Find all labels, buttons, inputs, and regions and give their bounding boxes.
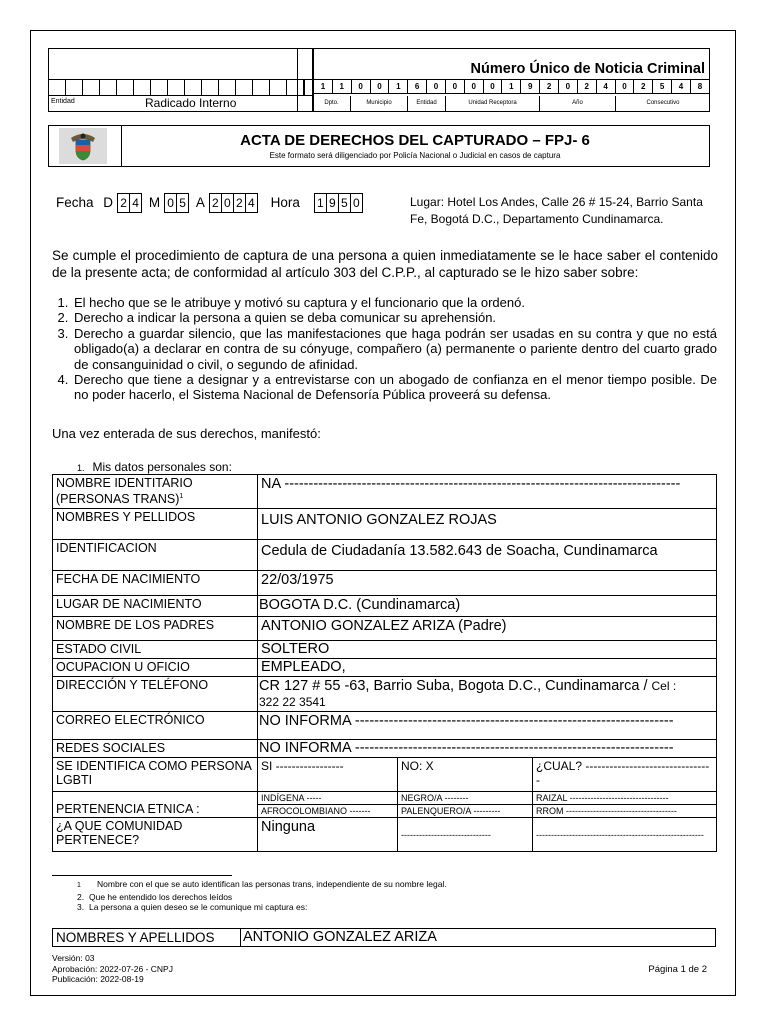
personal-data-table bbox=[52, 474, 717, 852]
right-item: 3. Derecho a guardar silencio, que las manifestaciones que haga podrán ser usadas en su contra y que no está obligado(a) a declarar en contra de su cónyuge, compañero (a) permanente o pariente dentro del cuarto grado de consanguinidad o civil, o segundo de afinidad. bbox=[72, 326, 717, 372]
cell bbox=[167, 79, 185, 96]
lugar-label: Lugar: bbox=[410, 195, 445, 209]
intro-paragraph: Se cumple el procedimiento de captura de una persona a quien inmediatamente se le hace saber el contenido de la presente acta; de conformidad al artículo 303 del C.P.P., al capturado se le hizo saber sobre: bbox=[52, 248, 718, 280]
footer-meta bbox=[52, 953, 173, 985]
table-row bbox=[53, 617, 717, 641]
etnica-palenquero: PALENQUERO/A --------- bbox=[398, 805, 533, 818]
table-row bbox=[53, 641, 717, 659]
cell bbox=[48, 79, 66, 96]
etnica-raizal: RAIZAL --------------------------------- bbox=[533, 792, 717, 805]
year-digit-3: 2 bbox=[233, 193, 246, 213]
footnote-ref: 1 bbox=[179, 493, 184, 500]
cell bbox=[269, 79, 287, 96]
noticia-digit: 0 bbox=[558, 80, 577, 94]
value-nombre-identitario: NA ---------------------------------------------------------------------------------- bbox=[258, 475, 717, 509]
table-row bbox=[53, 659, 717, 677]
cell bbox=[150, 79, 168, 96]
consecutivo-label: Consecutivo bbox=[646, 100, 680, 106]
noticia-digit: 0 bbox=[483, 80, 502, 94]
noticia-digit: 0 bbox=[427, 80, 446, 94]
month-digit-1: 0 bbox=[164, 193, 177, 213]
form-page bbox=[30, 30, 736, 996]
header-separator-cells bbox=[298, 48, 313, 112]
noticia-digit: 8 bbox=[690, 80, 709, 94]
lugar-line2: Fe, Bogotá D.C., Departamento Cundinamarca. bbox=[410, 212, 664, 226]
cell bbox=[218, 79, 236, 96]
label-comunidad: ¿A QUE COMUNIDAD PERTENECE? bbox=[53, 818, 258, 852]
noticia-digit: 1 bbox=[314, 80, 333, 94]
lgbti-cual: ¿CUAL? -------------------------------- bbox=[533, 758, 717, 792]
label-ocupacion: OCUPACION U OFICIO bbox=[53, 659, 258, 677]
comunidad-dash-3: -------------------------------------------------------- bbox=[533, 818, 717, 852]
footnote-3: 3. La persona a quien deseo se le comunique mi captura es: bbox=[77, 902, 308, 912]
radicado-block bbox=[48, 48, 298, 112]
noticia-digit: 9 bbox=[521, 80, 540, 94]
coat-of-arms-icon bbox=[67, 130, 99, 162]
noticia-digit: 2 bbox=[634, 80, 653, 94]
cell bbox=[235, 79, 253, 96]
rights-list bbox=[52, 295, 717, 403]
hour-digit-4: 0 bbox=[350, 193, 363, 213]
noticia-labels bbox=[313, 96, 710, 112]
table-row bbox=[53, 540, 717, 571]
label-direccion: DIRECCIÓN Y TELÉFONO bbox=[53, 677, 258, 712]
label-lugar-nacimiento: LUGAR DE NACIMIENTO bbox=[53, 596, 258, 617]
hour-digit-2: 9 bbox=[326, 193, 339, 213]
noticia-title: Número Único de Noticia Criminal bbox=[470, 61, 705, 77]
table-row bbox=[53, 475, 717, 509]
etnica-afro: AFROCOLOMBIANO ------- bbox=[258, 805, 398, 818]
contact-table bbox=[52, 928, 716, 947]
footer-version: Versión: 03 bbox=[52, 953, 95, 963]
year-digit-2: 0 bbox=[221, 193, 234, 213]
cell bbox=[133, 79, 151, 96]
footer-publicacion: Publicación: 2022-08-19 bbox=[52, 974, 144, 984]
label-identificacion: IDENTIFICACION bbox=[53, 540, 258, 571]
radicado-cells bbox=[48, 79, 298, 96]
logo-cell bbox=[49, 126, 122, 166]
fecha-a-label: A bbox=[195, 195, 205, 210]
noticia-digit: 5 bbox=[653, 80, 672, 94]
cell bbox=[201, 79, 219, 96]
title-main: ACTA DE DERECHOS DEL CAPTURADO – FPJ- 6 bbox=[240, 132, 590, 149]
unidad-label: Unidad Receptora bbox=[446, 96, 540, 112]
datos-heading bbox=[77, 460, 232, 474]
title-subtitle: Este formato será diligenciado por Policía Nacional o Judicial en casos de captura bbox=[269, 151, 561, 160]
cell bbox=[184, 79, 202, 96]
dpto-label: Dpto. bbox=[313, 96, 351, 112]
lugar-line1: Hotel Los Andes, Calle 26 # 15-24, Barrio Santa bbox=[447, 195, 703, 209]
value-correo: NO INFORMA ------------------------------------------------------------------ bbox=[258, 712, 717, 740]
value-lugar-nacimiento: BOGOTA D.C. (Cundinamarca) bbox=[258, 596, 717, 617]
lgbti-no: NO: X bbox=[398, 758, 533, 792]
noticia-digit: 1 bbox=[502, 80, 521, 94]
label-estado-civil: ESTADO CIVIL bbox=[53, 641, 258, 659]
label-nombre-identitario: NOMBRE IDENTITARIO (PERSONAS TRANS)$^1$ bbox=[53, 475, 258, 509]
footer-aprobacion: Aprobación: 2022-07-26 - CNPJ bbox=[52, 963, 173, 974]
fecha-row bbox=[56, 193, 362, 213]
noticia-digit: 0 bbox=[615, 80, 634, 94]
table-row bbox=[53, 677, 717, 712]
fecha-d-label: D bbox=[103, 195, 114, 210]
contact-value: ANTONIO GONZALEZ ARIZA bbox=[241, 929, 716, 947]
fecha-m-label: M bbox=[148, 195, 161, 210]
month-digit-2: 5 bbox=[176, 193, 189, 213]
value-nombres: LUIS ANTONIO GONZALEZ ROJAS bbox=[258, 509, 717, 540]
right-item: 2. Derecho a indicar la persona a quien se deba comunicar su aprehensión. bbox=[72, 310, 717, 325]
etnica-negro: NEGRO/A -------- bbox=[398, 792, 533, 805]
day-digit-1: 2 bbox=[117, 193, 130, 213]
direccion-text: CR 127 # 55 -63, Barrio Suba, Bogota D.C., Cundinamarca / bbox=[259, 678, 652, 694]
footnote-2: 2. Que he entendido los derechos leídos bbox=[77, 891, 233, 902]
label-fecha-nacimiento: FECHA DE NACIMIENTO bbox=[53, 571, 258, 596]
entidad-label: Entidad bbox=[51, 98, 75, 105]
cell bbox=[99, 79, 117, 96]
value-padres: ANTONIO GONZALEZ ARIZA (Padre) bbox=[258, 617, 717, 641]
noticia-block bbox=[313, 48, 710, 112]
table-row bbox=[53, 596, 717, 617]
noticia-digit: 4 bbox=[596, 80, 615, 94]
year-digit-4: 4 bbox=[245, 193, 258, 213]
label-correo: CORREO ELECTRÓNICO bbox=[53, 712, 258, 740]
hour-digit-3: 5 bbox=[338, 193, 351, 213]
hora-label: Hora bbox=[270, 195, 300, 210]
label-lgbti: SE IDENTIFICA COMO PERSONA LGBTI bbox=[53, 758, 258, 792]
noticia-digit: 1 bbox=[332, 80, 351, 94]
day-digit-2: 4 bbox=[129, 193, 142, 213]
page-number: Página 1 de 2 bbox=[648, 964, 707, 975]
value-ocupacion: EMPLEADO, bbox=[258, 659, 717, 677]
year-digit-1: 2 bbox=[209, 193, 222, 213]
contact-label: NOMBRES Y APELLIDOS bbox=[53, 929, 241, 947]
label-redes: REDES SOCIALES bbox=[53, 740, 258, 758]
noticia-digit: 2 bbox=[577, 80, 596, 94]
table-row bbox=[53, 792, 717, 805]
noticia-digit: 4 bbox=[672, 80, 691, 94]
value-direccion bbox=[258, 677, 717, 712]
datos-heading-num: 1. bbox=[77, 463, 85, 473]
lugar bbox=[410, 194, 718, 228]
cell bbox=[116, 79, 134, 96]
value-comunidad: Ninguna bbox=[258, 818, 398, 852]
value-redes: NO INFORMA ------------------------------------------------------------------ bbox=[258, 740, 717, 758]
label-nombres: NOMBRES Y PELLIDOS bbox=[53, 509, 258, 540]
right-item: 1. El hecho que se le atribuye y motivó su captura y el funcionario que la ordenó. bbox=[72, 295, 717, 310]
comunidad-dash-2: ------------------------------ bbox=[398, 818, 533, 852]
value-estado-civil: SOLTERO bbox=[258, 641, 717, 659]
value-fecha-nacimiento: 22/03/1975 bbox=[258, 571, 717, 596]
noticia-digit: 0 bbox=[351, 80, 370, 94]
manifesto-text: Una vez enterada de sus derechos, manifestó: bbox=[52, 426, 321, 441]
title-block bbox=[48, 125, 710, 167]
anio-label: Año bbox=[540, 96, 616, 112]
noticia-digit: 0 bbox=[464, 80, 483, 94]
noticia-digit: 0 bbox=[370, 80, 389, 94]
etnica-indigena: INDÍGENA ----- bbox=[258, 792, 398, 805]
datos-heading-text: Mis datos personales son: bbox=[92, 460, 232, 474]
footnotes bbox=[77, 879, 447, 913]
label-etnica: PERTENENCIA ETNICA : bbox=[53, 792, 258, 818]
lgbti-si: SI ----------------- bbox=[258, 758, 398, 792]
cell bbox=[252, 79, 270, 96]
value-identificacion: Cedula de Ciudadanía 13.582.643 de Soacha, Cundinamarca bbox=[258, 540, 717, 571]
table-row bbox=[53, 740, 717, 758]
table-row bbox=[53, 712, 717, 740]
noticia-digit: 6 bbox=[408, 80, 427, 94]
radicado-label: Radicado Interno bbox=[145, 96, 237, 110]
table-row bbox=[53, 758, 717, 792]
cell bbox=[65, 79, 83, 96]
cell bbox=[82, 79, 100, 96]
label-padres: NOMBRE DE LOS PADRES bbox=[53, 617, 258, 641]
table-row bbox=[53, 509, 717, 540]
etnica-rrom: RROM ------------------------------------- bbox=[533, 805, 717, 818]
cel-label: Cel : bbox=[651, 679, 677, 693]
right-item: 4. Derecho que tiene a designar y a entrevistarse con un abogado de confianza en el menor tiempo posible. De no poder hacerlo, el Sistema Nacional de Defensoría Pública proveerá su defensa. bbox=[72, 372, 717, 403]
table-row bbox=[53, 818, 717, 852]
table-row bbox=[53, 929, 716, 947]
fecha-label: Fecha bbox=[56, 195, 94, 210]
noticia-digit: 2 bbox=[540, 80, 559, 94]
table-row bbox=[53, 571, 717, 596]
noticia-digit: 1 bbox=[389, 80, 408, 94]
footnote-rule bbox=[52, 875, 232, 876]
municipio-label: Municipio bbox=[351, 96, 408, 112]
footnote-1: 1 Nombre con el que se auto identifican las personas trans, independiente de su nombre legal. bbox=[77, 879, 447, 889]
noticia-digit: 0 bbox=[445, 80, 464, 94]
hour-digit-1: 1 bbox=[314, 193, 327, 213]
entidad-code-label: Entidad bbox=[408, 96, 446, 112]
cel-value: 322 22 3541 bbox=[259, 695, 326, 709]
noticia-digits bbox=[313, 79, 710, 94]
